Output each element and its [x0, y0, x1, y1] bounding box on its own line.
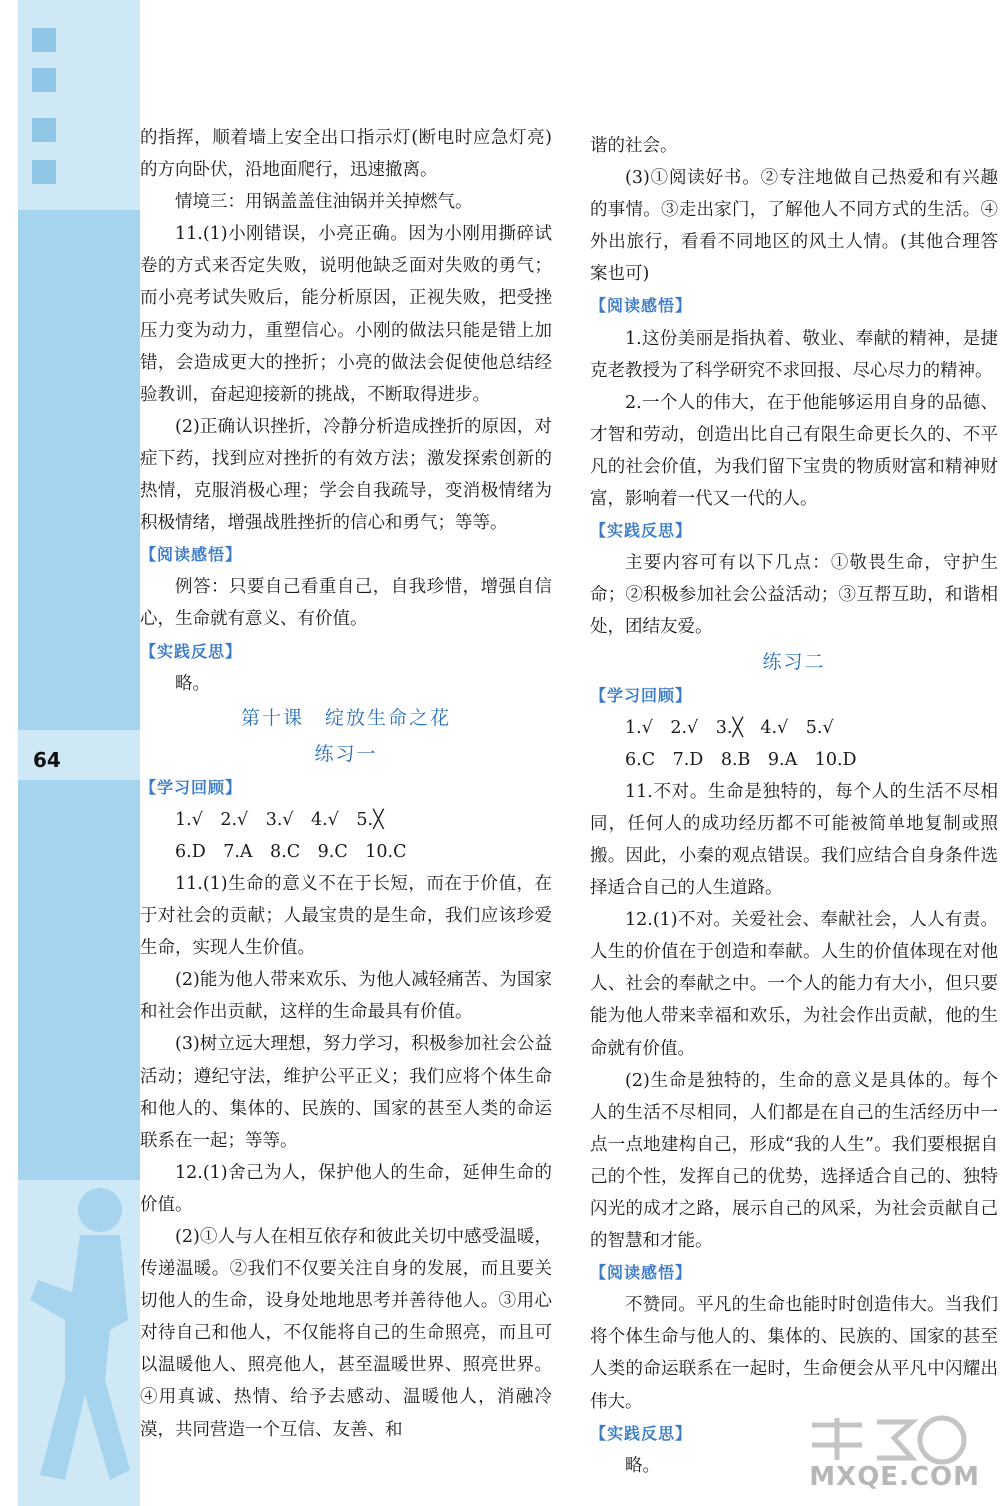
- watermark-text: MXQE.COM: [809, 1462, 980, 1492]
- section-tag-row: [590, 290, 998, 322]
- answer-paragraph: 11.不对。生命是独特的，每个人的生活不尽相同，任何人的成功经历都不可能被简单地复制或照搬。因此，小秦的观点错误。我们应结合自身条件选择适合自己的人生道路。: [590, 781, 998, 899]
- section-tag-row: [140, 539, 552, 571]
- section-tag: 【阅读感悟】: [140, 545, 243, 565]
- decor-square: [32, 118, 56, 142]
- decor-square: [32, 68, 56, 92]
- answer-paragraph: (2)生命是独特的，生命的意义是具体的。每个人的生活不尽相同，人们都是在自己的生活经历中一点一点地建构自己，形成“我的人生”。我们要根据自己的个性，发挥自己的优势，选择适合自己的、独特闪光的成才之路，展示自己的风采，为社会贡献自己的智慧和才能。: [590, 1070, 998, 1252]
- answer-paragraph: 11.(1)小刚错误，小亮正确。因为小刚用撕碎试卷的方式来否定失败，说明他缺乏面对失败的勇气；而小亮考试失败后，能分析原因，正视失败，把受挫压力变为动力，重塑信心。小刚的做法只能是错上加错，会造成更大的挫折；小亮的做法会促使他总结经验教训，奋起迎接新的挑战，不断取得进步。: [140, 224, 552, 405]
- answer-paragraph: 1.这份美丽是指执着、敬业、奉献的精神，是捷克老教授为了科学研究不求回报、尽心尽力的精神。: [590, 328, 998, 381]
- section-tag-row: [140, 772, 552, 804]
- section-tag: 【实践反思】: [590, 521, 693, 541]
- watermark-logo: [792, 1410, 992, 1500]
- answer-paragraph: 的指挥，顺着墙上安全出口指示灯(断电时应急灯亮)的方向卧伏，沿地面爬行，迅速撤离。: [140, 128, 552, 181]
- section-tag: 【阅读感悟】: [590, 296, 693, 316]
- answer-paragraph: (3)树立远大理想，努力学习，积极参加社会公益活动；遵纪守法，维护公平正义；我们应将个体生命和他人的、集体的、民族的、国家的甚至人类的命运联系在一起；等等。: [140, 1034, 552, 1151]
- section-tag: 【实践反思】: [590, 1423, 693, 1443]
- page-number: 64: [33, 748, 61, 772]
- answer-paragraph: 12.(1)不对。关爱社会、奉献社会，人人有责。人生的价值在于创造和奉献。人生的价值体现在对他人、社会的奉献之中。一个人的能力有大小，但只要能为他人带来幸福和欢乐，为社会作出贡献，他的生命就有价值。: [590, 910, 998, 1059]
- answer-paragraph: 6.D 7.A 8.C 9.C 10.C: [175, 841, 407, 862]
- answer-paragraph: 6.C 7.D 8.B 9.A 10.D: [625, 749, 857, 770]
- decor-bar: [18, 210, 140, 730]
- decor-square: [32, 28, 56, 52]
- decorative-side-band: [0, 0, 140, 1506]
- answer-paragraph: 略。: [625, 1455, 660, 1476]
- section-tag-row: [590, 515, 998, 547]
- answer-paragraph: 2.一个人的伟大，在于他能够运用自身的品德、才智和劳动，创造出比自己有限生命更长久的、不平凡的社会价值，为我们留下宝贵的物质财富和精神财富，影响着一代又一代的人。: [590, 392, 998, 510]
- answer-paragraph: 谐的社会。: [590, 136, 678, 156]
- section-tag: 【阅读感悟】: [590, 1263, 693, 1283]
- decor-square: [32, 160, 56, 184]
- answer-paragraph: 11.(1)生命的意义不在于长短，而在于价值，在于对社会的贡献；人最宝贵的是生命，我们应该珍爱生命，实现人生价值。: [140, 873, 552, 959]
- running-child-silhouette-icon: [10, 1180, 140, 1500]
- answer-paragraph: (2)①人与人在相互依存和彼此关切中感受温暖，传递温暖。②我们不仅要关注自身的发展，而且要关切他人的生命，设身处地地思考并善待他人。③用心对待自己和他人，不仅能将自己的生命照亮，而且可以温暖他人、照亮他人，甚至温暖世界、照亮世界。④用真诚、热情、给予去感动、温暖他人，消融冷漠，共同营造一个互信、友善、和: [140, 1227, 552, 1440]
- section-tag: 【学习回顾】: [590, 685, 693, 705]
- section-tag: 【实践反思】: [140, 641, 243, 661]
- section-heading: 练习一: [314, 742, 378, 765]
- answer-paragraph: 略。: [175, 673, 210, 694]
- decor-bar: [18, 780, 140, 1180]
- answer-paragraph: 12.(1)舍己为人，保护他人的生命，延伸生命的价值。: [140, 1162, 552, 1215]
- section-heading: 练习二: [762, 650, 826, 673]
- section-heading: 第十课 绽放生命之花: [240, 706, 451, 729]
- watermark-seal-icon: [792, 1410, 992, 1470]
- answer-paragraph: 主要内容可有以下几点：①敬畏生命，守护生命；②积极参加社会公益活动；③互帮互助，和谐相处，团结友爱。: [590, 553, 998, 638]
- section-tag: 【学习回顾】: [140, 777, 243, 797]
- left-column: [140, 122, 552, 1446]
- answer-paragraph: (3)①阅读好书。②专注地做自己热爱和有兴趣的事情。③走出家门，了解他人不同方式的生活。④外出旅行，看看不同地区的风土人情。(其他合理答案也可): [590, 168, 998, 285]
- answer-paragraph: (2)能为他人带来欢乐、为他人减轻痛苦、为国家和社会作出贡献，这样的生命最具有价值。: [140, 970, 552, 1023]
- section-tag-row: [590, 680, 998, 712]
- section-tag-row: [590, 1257, 998, 1289]
- answer-paragraph: (2)正确认识挫折，冷静分析造成挫折的原因，对症下药，找到应对挫折的有效方法；激发探索创新的热情，克服消极心理；学会自我疏导，变消极情绪为积极情绪，增强战胜挫折的信心和勇气；等等。: [140, 416, 552, 534]
- answer-paragraph: 1.√ 2.√ 3.╳ 4.√ 5.√: [625, 717, 834, 738]
- section-tag-row: [140, 636, 552, 668]
- answer-paragraph: 例答：只要自己看重自己，自我珍惜，增强自信心，生命就有意义、有价值。: [140, 577, 552, 630]
- answer-paragraph: 不赞同。平凡的生命也能时时创造伟大。当我们将个体生命与他人的、集体的、民族的、国家的甚至人类的命运联系在一起时，生命便会从平凡中闪耀出伟大。: [590, 1295, 998, 1412]
- answer-paragraph: 情境三：用锅盖盖住油锅并关掉燃气。: [175, 192, 473, 213]
- right-column: [590, 130, 998, 1482]
- answer-paragraph: 1.√ 2.√ 3.√ 4.√ 5.╳: [175, 809, 384, 830]
